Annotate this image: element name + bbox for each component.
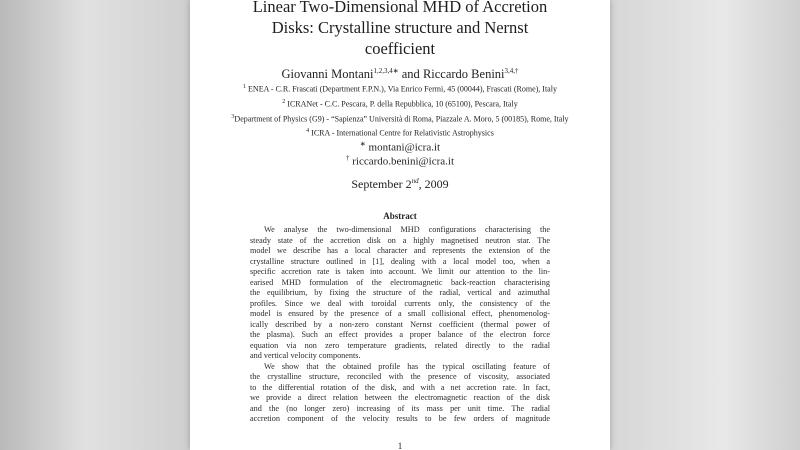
email-mark: † [346, 154, 350, 162]
abstract-line: crystalline structure outlined in [1], dealing with a local model too, when a [250, 256, 550, 266]
abstract-line: model we describe has a local character and represents the extension of the [250, 246, 550, 255]
affiliation [190, 84, 610, 94]
affiliation-text: ICRA - International Centre for Relativistic Astrophysics [309, 128, 494, 138]
affiliation-mark: 3 [231, 114, 235, 120]
author-affiliation-marks: 1,2,3,4∗ [373, 67, 399, 75]
email-line [190, 140, 610, 154]
publication-date [190, 177, 610, 192]
abstract-line: specific accretion rate is taken into account. We limit our attention to the lin- [250, 267, 550, 276]
abstract-line: the crystalline structure, reconciled with the presence of viscosity, associated [250, 372, 550, 381]
affiliation-mark: 2 [282, 99, 286, 105]
title-line: coefficient [364, 39, 436, 58]
abstract-line: earised MHD formulation of the electromagnetic back-reaction characterising [250, 277, 550, 287]
author-list [190, 67, 610, 82]
affiliation [190, 99, 610, 109]
abstract-line: We analyse the two-dimensional MHD configurations characterising the [264, 225, 550, 234]
paper-title [190, 0, 610, 59]
affiliation-mark: 4 [306, 128, 310, 134]
abstract-line: equation via non zero temperature gradients, related directly to the radial [250, 340, 550, 350]
author-connector: and [398, 67, 423, 82]
abstract-line: and vertical velocity components. [250, 351, 361, 360]
author-name: Giovanni Montani [281, 67, 374, 82]
abstract-line: profiles. Since we deal with toroidal currents only, the consistency of the [250, 298, 550, 308]
affiliation-text: ENEA - C.R. Frascati (Department F.P.N.), Via Enrico Fermi, 45 (00044), Frascati (Rome), Italy [246, 84, 557, 94]
title-line: Linear Two-Dimensional MHD of Accretion [252, 0, 548, 16]
author-name: Riccardo Benini [422, 67, 505, 82]
abstract-line: and the (no longer zero) increasing of its mass per unit time. The radial [250, 403, 550, 413]
affiliation [190, 114, 610, 124]
abstract-line: accretion component of the velocity results to be few orders of magnitude [250, 414, 550, 423]
abstract-line: model is ensured by the presence of a small collisional effect, phenomenolog- [250, 309, 550, 318]
abstract-line: we provide a direct relation between the electromagnetic reaction of the disk [250, 393, 550, 402]
viewer-background-left [0, 0, 190, 450]
date-suffix: , 2009 [418, 177, 449, 191]
abstract-line: the plasma). Such an effect provides a proper balance of the electron force [250, 330, 550, 339]
abstract-line: ically described by a non-zero constant Nernst coefficient (thermal power of [250, 319, 550, 329]
affiliation [190, 128, 610, 138]
email-address: riccardo.benini@icra.it [349, 155, 454, 168]
abstract-line: We show that the obtained profile has the typical oscillating feature of [264, 361, 550, 371]
abstract-heading: Abstract [383, 211, 417, 221]
abstract-line: to the differential rotation of the disk, and with a net accretion rate. In fact, [250, 382, 550, 392]
title-line: Disks: Crystalline structure and Nernst [271, 18, 529, 37]
affiliation-text: ICRANet - C.C. Pescara, P. della Repubblica, 10 (65100), Pescara, Italy [285, 99, 518, 109]
abstract-body [250, 225, 550, 425]
page-number: 1 [397, 441, 403, 450]
email-mark: ∗ [359, 140, 366, 148]
author-affiliation-marks: 3,4,† [504, 67, 519, 75]
affiliation-text: Department of Physics (G9) - “Sapienza” Università di Roma, Piazzale A. Moro, 5 (00185), Rome, Italy [234, 114, 569, 124]
email-address: montani@icra.it [365, 141, 441, 154]
abstract-line: steady state of the accretion disk on a highly magnetised neutron star. The [250, 235, 550, 245]
document-page [190, 0, 610, 450]
email-line [190, 154, 610, 168]
viewer-background-right [610, 0, 800, 450]
abstract-line: the equilibrium, by fixing the structure of the radial, vertical and azimuthal [250, 288, 550, 297]
affiliation-mark: 1 [243, 84, 247, 90]
date-ordinal: nd [411, 177, 419, 185]
date-prefix: September 2 [351, 177, 412, 191]
